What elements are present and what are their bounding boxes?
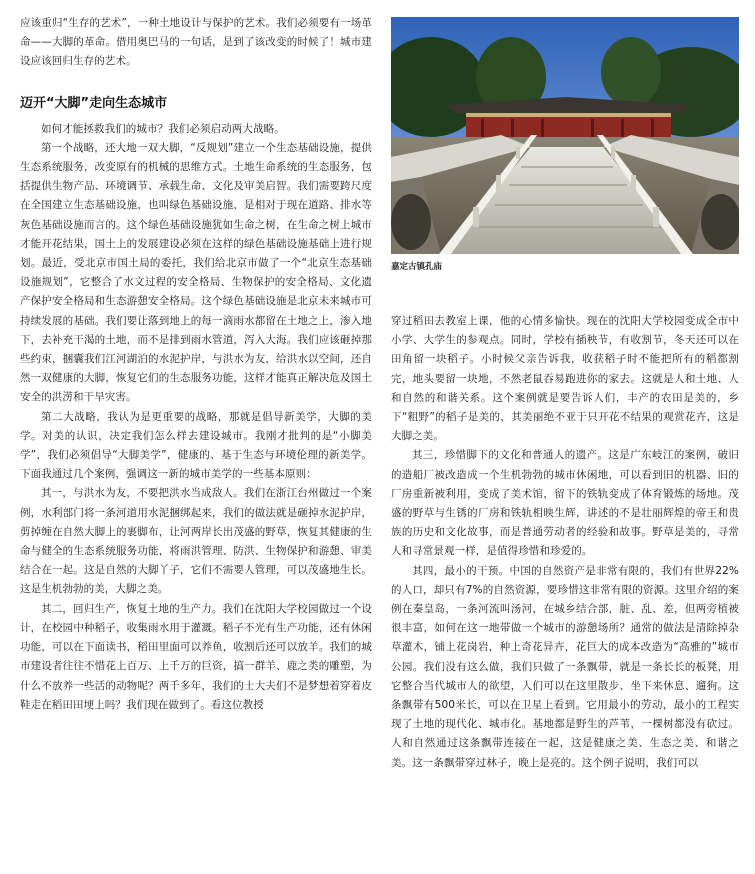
paragraph-first-strategy: 第一个战略，还大地一双大脚，“反规划”建立一个生态基础设施，提供生态系统服务，改变原有的机械的思维方式。土地生命系统的生态服务，包括提供生物产品、环境调节、承载生命、文化及审美启智。我们需要跨尺度在全国建立生态基础设施，也叫绿色基础设施，是相对于现在道路、排水等灰色基础设施而言的。这个绿色基础设施犹如生命之树，在生命之树上城市才能开花结果，国土上的发展建设必须在这样的绿色基础设施基础上进行规划。最近，受北京市国土局的委托，我们给北京市做了一个“北京生态基础设施规划”，它整合了水文过程的安全格局、生物保护的安全格局、文化遗产保护安全格局和生态游憩安全格局。这个绿色基础设施是北京未来城市可持续发展的基础。我们要让落到地上的每一滴雨水都留在土地之上，渗入地下，去补充干渴的土地，而不是排到雨水管道，泻入大海。我们应该砸掉那些约束，捆囊我们江河湖泊的水泥护岸，与洪水为友，给洪水以空间，还自然一双健康的大脚，恢复它们的生态服务功能，这样才能真正解决危及国土安全的洪涝和干旱灾害。 xyxy=(20,141,372,404)
paragraph-continued: 穿过稻田去教室上课，他的心情多愉快。现在的沈阳大学校园变成全市中小学、大学生的参观点。同时，学校有插秧节，有收割节，冬天还可以在田角留一块稻子。小时候父亲告诉我，收获稻子时不能把所有的稻都割完，地头要留一块地，不然老鼠吞易跑进你的家去。这就是人和土地、人和自然的和谐关系。这个案例就是要告诉人们，丰产的农田是美的，乡下“粗野”的稻子是美的，其美丽绝不亚于只开花不结果的观赏花卉，这是大脚之美。 xyxy=(391,315,739,443)
paragraph-principle-three: 其三，珍惜脚下的文化和普通人的遗产。这是广东岐江的案例，破旧的造船厂被改造成一个生机勃勃的城市休闲地，可以看到旧的机器、旧的厂房重新被利用，变成了美术馆，留下的铁轨变成了体育锻炼的场地。茂盛的野草与生锈的厂房和铁轨相映生辉，讲述的不是壮丽辉煌的帝王和贵族的历史和文化故事，而是普通劳动者的经验和故事。野草是美的，寻常人和寻常景观一样，是值得珍惜和珍爱的。 xyxy=(391,449,739,558)
photo-caption: 嘉定古镇孔庙 xyxy=(391,262,443,272)
paragraph-principle-four: 其四，最小的干预。中国的自然资产是非常有限的，我们有世界22%的人口，却只有7%的自然资源，要珍惜这非常有限的资源。这里介绍的案例在秦皇岛，一条河流叫汤河，在城乡结合部，脏、乱、差，但两旁植被很丰富，如何在这一地带做一个城市的游憩场所？通常的做法是清除掉杂草灌木，铺上花岗岩，种上奇花异卉，花巨大的成本改造为“高雅的”城市公园。我们没有这么做，我们只做了一条飘带，就是一条长长的板凳，用它整合当代城市人的欲望，人们可以在这里散步、坐下来休息、遛狗。这条飘带有500米长，可以在卫星上看到。它用最小的劳动，最小的工程实现了土地的现代化、城市化。基地都是野生的芦苇，一棵树都没有砍过。人和自然通过这条飘带连接在一起，这是健康之美、生态之美、和谐之美。这一条飘带穿过林子，晚上是亮的。这个例子说明，我们可以 xyxy=(391,564,739,769)
paragraph-strategy-question: 如何才能拯救我们的城市？我们必须启动两大战略。 xyxy=(41,122,285,135)
intro-paragraph: 应该重归“生存的艺术”，一种土地设计与保护的艺术。我们必须要有一场革命——大脚的革命。借用奥巴马的一句话，是到了该改变的时候了！城市建设应该回归生存的艺术。 xyxy=(20,17,372,68)
photo-figure xyxy=(391,17,739,273)
paragraph-principle-one: 其一，与洪水为友，不要把洪水当成敌人。我们在浙江台州做过一个案例，水利部门将一条河道用水泥捆绑起来，我们的做法就是砸掉水泥护岸，剪掉缠在自然大脚上的裹脚布，让河两岸长出茂盛的野草，恢复其健康的生命与健全的生态系统服务功能，将雨洪管理、防洪、生物保护和游憩、审美结合在一起。这是自然的大脚丫子，它们不需要人管理，可以茂盛地生长。这是生机勃勃的美，大脚之美。 xyxy=(20,487,372,596)
left-column xyxy=(20,14,372,715)
paragraph-principle-two: 其二，回归生产，恢复土地的生产力。我们在沈阳大学校园做过一个设计，在校园中种稻子，收集雨水用于灌溉。稻子不光有生产功能，还有休闲功能，可以在下面读书，稻田里面可以养鱼，收割后还可以放羊。我们的城市建设者往往不惜花上百万、上千万的巨资，搞一群羊、鹿之类的雕塑，为什么不放养一些活的动物呢？两千多年，我们的士大夫们不是梦想着穿着皮鞋走在稻田田埂上吗？我们现在做到了。看这位教授 xyxy=(20,602,372,711)
paragraph-second-strategy: 第二大战略，我认为是更重要的战略，那就是倡导新美学，大脚的美学。对美的认识，决定我们怎么样去建设城市。我刚才批判的是“小脚美学”，我们必须倡导“大脚美学”，健康的、基于生态与环境伦理的新美学。下面我通过几个案例，强调这一新的城市美学的一些基本原则： xyxy=(20,410,372,481)
right-column xyxy=(391,312,739,773)
section-heading: 迈开“大脚”走向生态城市 xyxy=(20,95,168,111)
temple-bridge-photo xyxy=(391,17,739,254)
